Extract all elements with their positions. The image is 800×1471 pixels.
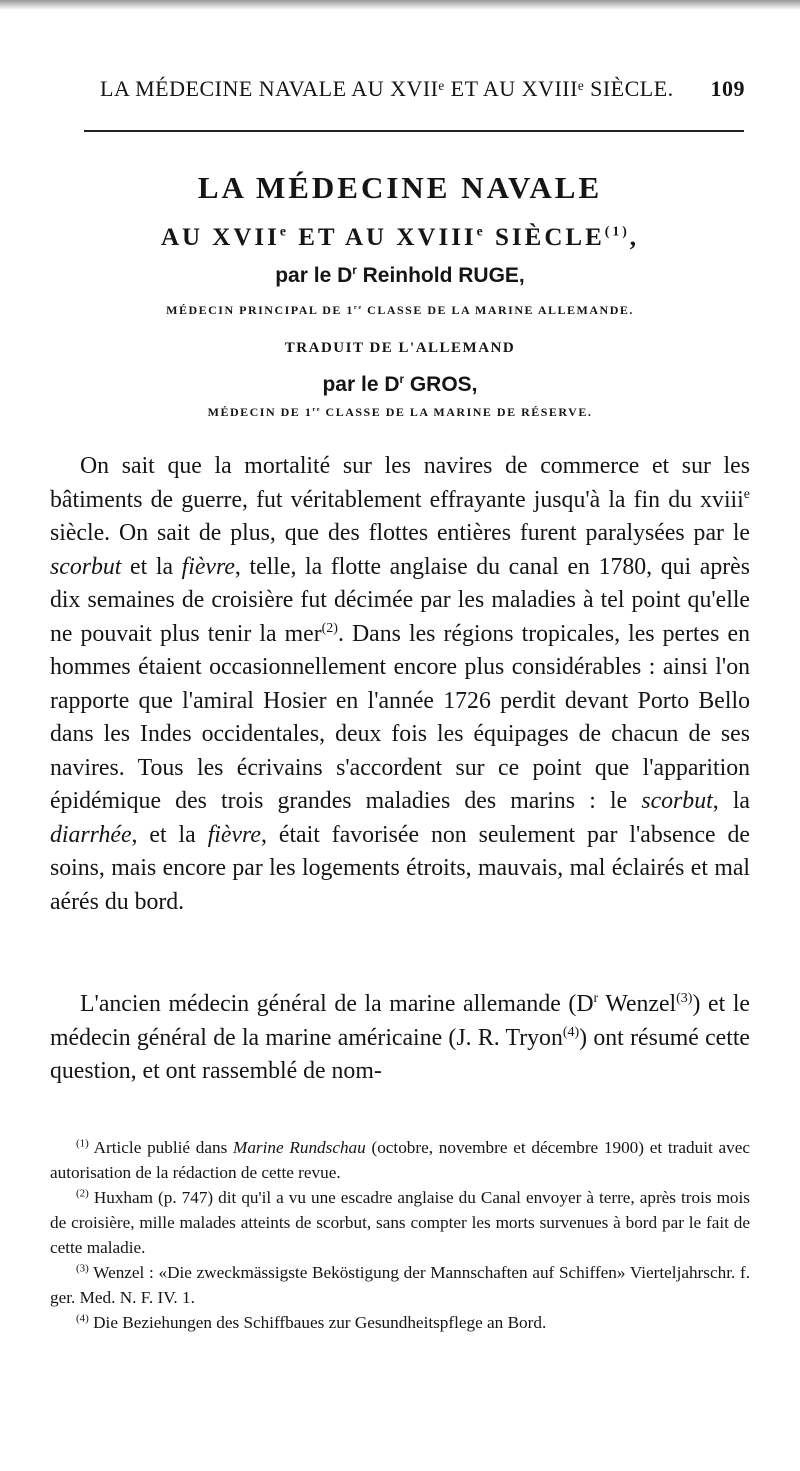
italic-term: fièvre — [181, 553, 235, 580]
footnote-ref: (2) — [321, 620, 338, 636]
footnote-number: (4) — [76, 1312, 89, 1325]
footnote-ref: (3) — [676, 991, 693, 1007]
subtitle-part: SIÈCLE — [485, 224, 605, 251]
superscript: e — [279, 223, 289, 239]
superscript: e — [476, 223, 486, 239]
subtitle-part: , — [629, 224, 640, 251]
footnote-4 — [50, 1310, 750, 1335]
body-paragraph-1 — [50, 450, 750, 919]
subtitle-part: ET AU XVIII — [288, 224, 477, 251]
article-title: LA MÉDECINE NAVALE — [197, 170, 603, 205]
footnote-number: (3) — [76, 1262, 89, 1275]
text-run: , était favorisée non seulement par l'absence de soins, mais encore par les logements étroits, mauvais, mal éclairés et mal aérés du bord. — [50, 821, 750, 915]
text-run: L'ancien médecin général de la marine allemande (D — [80, 991, 594, 1017]
text-run: Wenzel — [598, 991, 677, 1017]
text-run: , et la — [131, 821, 208, 848]
text-run: , telle, la flotte anglaise du canal en 1780, qui après dix semaines de croisière fut décimée par les maladies à tel point qu'elle ne pouvait plus tenir la mer — [50, 553, 750, 647]
header-rule — [84, 130, 744, 132]
text-run: xviii — [700, 486, 744, 513]
text-run: Wenzel : «Die zweckmässigste Beköstigung der Mannschaften auf Schiffen» Vierteljahrschr. f. ger. Med. N. F. IV. 1. — [50, 1263, 750, 1307]
body-paragraph-2 — [50, 988, 750, 1089]
affiliation-part: MÉDECIN DE 1 — [207, 405, 313, 419]
text-run: ) ont résumé cette question, et ont rassemblé de nom- — [50, 1024, 750, 1084]
page-number: 109 — [710, 76, 745, 101]
superscript: e — [743, 486, 750, 502]
footnote-1 — [50, 1135, 750, 1185]
superscript: re — [353, 304, 363, 311]
italic-term: scorbut — [641, 788, 713, 814]
superscript: re — [312, 406, 322, 413]
footnote-3 — [50, 1260, 750, 1310]
footnote-ref: (1) — [604, 223, 630, 239]
running-head — [100, 76, 745, 116]
italic-term: diarrhée — [50, 821, 132, 848]
italic-term: scorbut — [50, 553, 122, 580]
footnote-ref: (4) — [562, 1024, 580, 1040]
superscript: r — [352, 265, 357, 277]
translator-affiliation — [40, 405, 760, 420]
author-prefix: par le D — [275, 264, 353, 287]
superscript: r — [399, 374, 404, 386]
author-name: Reinhold RUGE, — [356, 264, 525, 287]
article-subtitle — [40, 224, 760, 252]
author-affiliation — [40, 303, 760, 318]
translator-prefix: par le D — [322, 373, 400, 396]
author-line — [40, 264, 760, 288]
footnote-number: (1) — [76, 1137, 89, 1150]
footnote-number: (2) — [76, 1187, 89, 1200]
subtitle-part: AU XVII — [160, 224, 280, 251]
text-run: siècle. On sait de plus, que des flottes entières furent paralysées par le — [50, 520, 750, 546]
running-head-title: LA MÉDECINE NAVALE AU XVIIᵉ ET AU XVIIIᵉ SIÈCLE. — [100, 76, 674, 101]
text-run: et la — [121, 553, 182, 580]
translator-line — [40, 373, 760, 397]
superscript: r — [593, 991, 599, 1007]
italic-term: fièvre — [207, 821, 261, 848]
scan-edge — [0, 0, 800, 10]
text-run: , la — [712, 788, 750, 814]
journal-title: Marine Rundschau — [233, 1138, 366, 1157]
text-run: Die Beziehungen des Schiffbaues zur Gesundheitspflege an Bord. — [88, 1313, 547, 1332]
translated-label: TRADUIT DE L'ALLEMAND — [284, 340, 516, 356]
footnote-2 — [50, 1185, 750, 1260]
text-run: (octobre, novembre et décembre 1900) et traduit avec autorisation de la rédaction de cette revue. — [50, 1138, 750, 1182]
translator-name: GROS, — [404, 373, 478, 396]
text-run: Huxham (p. 747) dit qu'il a vu une escadre anglaise du Canal envoyer à terre, après trois mois de croisière, mille malades atteints de scorbut, sans compter les morts survenues à bord par le fait de cette maladie. — [50, 1188, 750, 1257]
text-run: . Dans les régions tropicales, les pertes en hommes étaient occasionnellement encore plus considérables : ainsi l'on rapporte que l'amiral Hosier en l'année 1726 perdit devant Porto Bello dans les Indes occidentales, deux fois les équipages de chacun de ses navires. Tous les écrivains s'accordent sur ce point que l'apparition épidémique des trois grandes maladies des marins : le — [50, 620, 750, 814]
text-run: Article publié dans — [88, 1138, 234, 1157]
text-run: On sait que la mortalité sur les navires de commerce et sur les bâtiments de guerre, fut véritablement effrayante jusqu'à la fin du — [50, 453, 750, 513]
affiliation-part: CLASSE DE LA MARINE DE RÉSERVE. — [321, 405, 593, 419]
affiliation-part: CLASSE DE LA MARINE ALLEMANDE. — [362, 303, 634, 317]
footnotes — [50, 1135, 750, 1335]
affiliation-part: MÉDECIN PRINCIPAL DE 1 — [166, 303, 354, 317]
text-run: ) et le médecin général de la marine américaine (J. R. Tryon — [50, 991, 750, 1051]
